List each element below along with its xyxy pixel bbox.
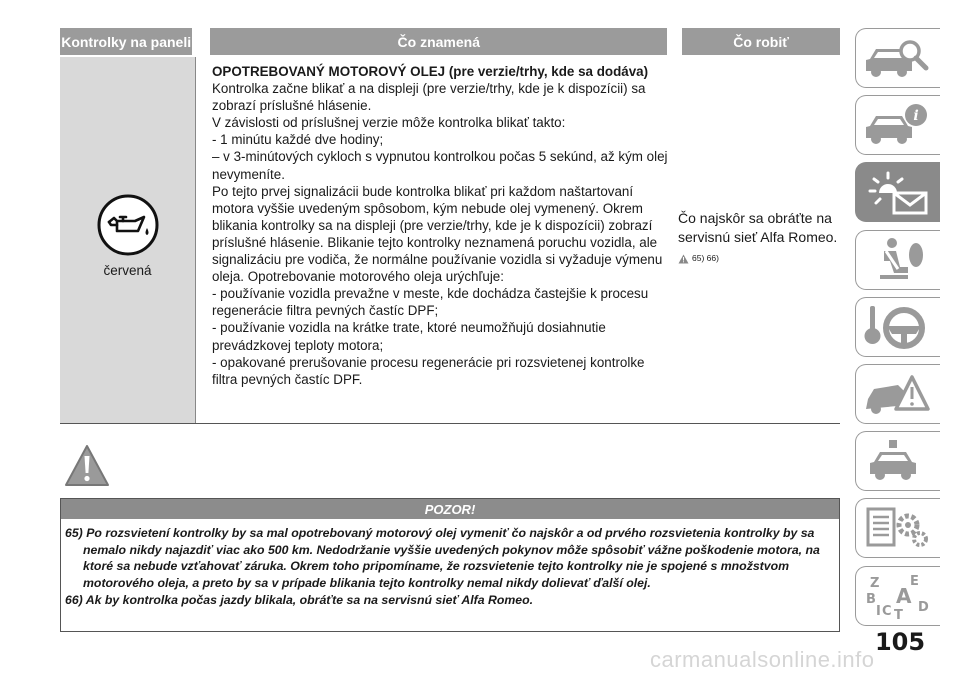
alphabet-index-icon (864, 573, 932, 619)
table-row (60, 57, 840, 423)
header-meaning: Čo znamená (210, 28, 667, 55)
meaning-paragraph: Kontrolka začne blikať a na displeji (pre verzie/trhy, kde je k dispozícii) sa zobrazí príslušné hlásenie. (212, 81, 646, 114)
page-number: 105 (874, 628, 926, 656)
meaning-paragraph: - 1 minútu každé dve hodiny; (212, 132, 384, 148)
warning-note: 66) Ak by kontrolka počas jazdy blikala, obráťte sa na servisnú sieť Alfa Romeo. (65, 592, 534, 607)
tab-technical-specs[interactable] (855, 498, 940, 558)
row-separator (195, 57, 196, 423)
action-references (678, 249, 838, 268)
car-service-icon (864, 438, 932, 484)
warning-body (61, 519, 839, 609)
small-warning-icon (678, 254, 689, 264)
car-breakdown-icon (864, 371, 932, 417)
warning-title: POZOR! (61, 499, 839, 519)
meaning-paragraph: - používanie vozidla na krátke trate, ktoré neumožňujú dosiahnutie prevádzkovej teploty motora; (212, 320, 606, 353)
meaning-paragraph: – v 3-minútových cykloch s vypnutou kontrolkou počas 5 sekúnd, až kým olej nevymeníte. (212, 149, 668, 182)
seatbelt-airbag-icon (864, 237, 932, 283)
row-bottom-line (60, 423, 840, 424)
warning-box (60, 498, 840, 632)
index-letter: D (918, 599, 929, 615)
tab-alphabetical-index[interactable] (855, 566, 940, 626)
warning-note: 65) Po rozsvietení kontrolky by sa mal opotrebovaný motorový olej vymeniť čo najskôr a od prvého rozsvietenia kontrolky by sa nemalo nikdy najazdiť viac ako 500 km. Nedodržanie vyššie uvedených pokynov môže spôsobiť vážne poškodenie motora, na ktoré sa nebude vzťahovať záruka. Okrem toho pripomíname, že rozsvietenie tejto kontrolky nie je spojené s množstvom motorového oleja, a preto by sa v prípade blikania tejto kontrolky nemal nikdy dolievať ďalší olej. (65, 526, 820, 591)
warning-triangle-icon (64, 444, 110, 488)
car-info-icon (864, 102, 932, 148)
tab-safety[interactable] (855, 230, 940, 290)
tab-car-search[interactable] (855, 28, 940, 88)
meaning-paragraph: Po tejto prvej signalizácii bude kontrolka blikať pri každom naštartovaní motora vyššie uvedeným spôsobom, kým nebude olej vymenený. Okrem blikania kontrolky sa na displeji (pre verzie/trhy, kde je k dispozícii) zobrazí príslušné hlásenie. Blikanie tejto kontrolky neznamená poruchu vozidla, ale signalizáciu pre vodiča, že normálne používanie vozidla si vyžaduje výmenu oleja. Opotrebovanie motorového oleja urýchľuje: (212, 183, 663, 285)
tab-warning-lights[interactable] (855, 162, 940, 222)
oil-can-icon (97, 194, 159, 256)
tab-car-info[interactable] (855, 95, 940, 155)
index-letter: A (896, 583, 912, 608)
action-cell (678, 209, 838, 268)
index-letter: C (882, 603, 892, 619)
indicator-color-label: červená (103, 263, 152, 278)
tab-maintenance[interactable] (855, 431, 940, 491)
action-text: Čo najskôr sa obráťte na servisnú sieť Alfa Romeo. (678, 210, 838, 245)
meaning-title: OPOTREBOVANÝ MOTOROVÝ OLEJ (pre verzie/trhy, kde sa dodáva) (212, 64, 649, 79)
key-steering-wheel-icon (864, 304, 932, 350)
index-letter: I (876, 603, 881, 619)
meaning-paragraph: - používanie vozidla prevažne v meste, kde dochádza častejšie k procesu regenerácie filtra pevných častíc DPF; (212, 286, 649, 319)
header-panel-lights: Kontrolky na paneli (60, 28, 192, 55)
meaning-cell (212, 63, 672, 388)
watermark: carmanualsonline.info (650, 647, 875, 672)
warning-light-icon (864, 169, 932, 215)
index-letter: Z (870, 575, 880, 591)
index-letter: B (866, 591, 876, 607)
tab-starting-driving[interactable] (855, 297, 940, 357)
index-letter: T (894, 607, 903, 619)
index-letter: E (910, 573, 919, 589)
footnote-refs: 65) 66) (692, 253, 719, 263)
car-search-icon (864, 35, 932, 81)
specs-gears-icon (864, 505, 932, 551)
meaning-paragraph: V závislosti od príslušnej verzie môže kontrolka blikať takto: (212, 115, 566, 131)
indicator-cell (60, 57, 195, 423)
header-action: Čo robiť (682, 28, 840, 55)
tab-emergency[interactable] (855, 364, 940, 424)
chapter-tabs (855, 28, 940, 633)
svg-text:i: i (913, 108, 919, 125)
meaning-paragraph: - opakované prerušovanie procesu regenerácie pri rozsvietenej kontrolke filtra pevných častíc DPF. (212, 354, 645, 387)
table-header (60, 28, 840, 55)
